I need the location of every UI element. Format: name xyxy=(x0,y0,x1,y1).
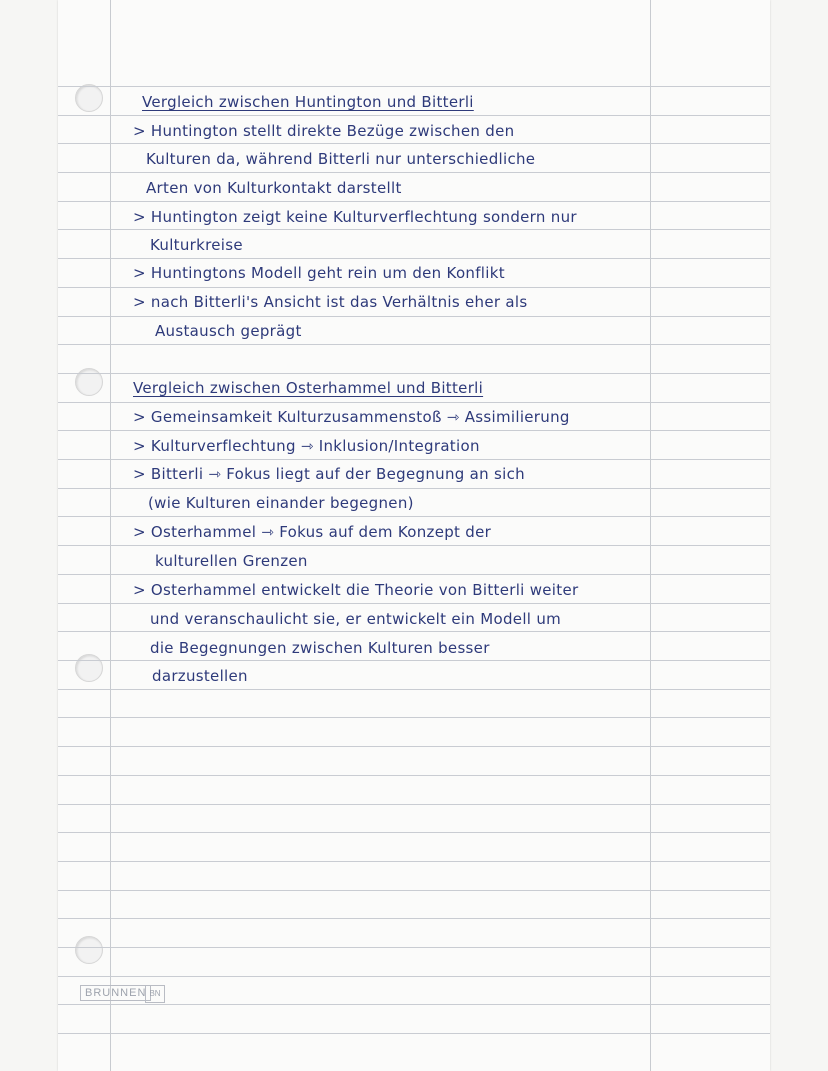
ruled-line xyxy=(58,832,770,833)
left-margin-line xyxy=(110,0,111,1071)
ruled-line xyxy=(58,976,770,977)
section2-line: > Osterhammel ⇾ Fokus auf dem Konzept der xyxy=(133,523,492,541)
ruled-line xyxy=(58,86,770,87)
right-margin-line xyxy=(650,0,651,1071)
brand-mark: BN xyxy=(145,985,165,1003)
brand-logo: BRUNNEN xyxy=(80,985,151,1001)
ruled-line xyxy=(58,1004,770,1005)
section2-line: > Bitterli ⇾ Fokus liegt auf der Begegnung an sich xyxy=(133,465,525,483)
ruled-line xyxy=(58,516,770,517)
section1-line: > Huntington stellt direkte Bezüge zwischen den xyxy=(133,122,515,140)
ruled-line xyxy=(58,947,770,948)
section1-line: Arten von Kulturkontakt darstellt xyxy=(146,179,402,197)
ruled-line xyxy=(58,717,770,718)
ruled-line xyxy=(58,861,770,862)
ruled-line xyxy=(58,574,770,575)
ruled-line xyxy=(58,115,770,116)
section1-line: > Huntington zeigt keine Kulturverflechtung sondern nur xyxy=(133,208,577,226)
ruled-line xyxy=(58,459,770,460)
section2-line: (wie Kulturen einander begegnen) xyxy=(148,494,414,512)
section2-title: Vergleich zwischen Osterhammel und Bitterli xyxy=(133,379,484,397)
section1-line: > Huntingtons Modell geht rein um den Konflikt xyxy=(133,264,505,282)
ruled-line xyxy=(58,258,770,259)
ruled-line xyxy=(58,746,770,747)
ruled-line xyxy=(58,172,770,173)
ruled-line xyxy=(58,660,770,661)
ruled-line xyxy=(58,603,770,604)
section1-title: Vergleich zwischen Huntington und Bitterli xyxy=(142,93,474,111)
punch-hole xyxy=(75,936,103,964)
section1-line: Kulturen da, während Bitterli nur unterschiedliche xyxy=(146,150,536,168)
ruled-line xyxy=(58,804,770,805)
section2-line: darzustellen xyxy=(152,667,248,685)
section2-line: die Begegnungen zwischen Kulturen besser xyxy=(150,639,490,657)
section1-line: Kulturkreise xyxy=(150,236,243,254)
ruled-line xyxy=(58,201,770,202)
ruled-line xyxy=(58,631,770,632)
section1-line: > nach Bitterli's Ansicht ist das Verhältnis eher als xyxy=(133,293,528,311)
section2-line: und veranschaulicht sie, er entwickelt ein Modell um xyxy=(150,610,562,628)
punch-hole xyxy=(75,654,103,682)
ruled-line xyxy=(58,689,770,690)
ruled-line xyxy=(58,344,770,345)
section2-line: kulturellen Grenzen xyxy=(155,552,308,570)
ruled-line xyxy=(58,143,770,144)
ruled-line xyxy=(58,229,770,230)
ruled-line xyxy=(58,287,770,288)
punch-hole xyxy=(75,84,103,112)
ruled-line xyxy=(58,488,770,489)
section2-line: > Gemeinsamkeit Kulturzusammenstoß ⇾ Assimilierung xyxy=(133,408,570,426)
section2-line: > Kulturverflechtung ⇾ Inklusion/Integration xyxy=(133,437,480,455)
ruled-line xyxy=(58,890,770,891)
ruled-line xyxy=(58,775,770,776)
section2-line: > Osterhammel entwickelt die Theorie von Bitterli weiter xyxy=(133,581,579,599)
ruled-line xyxy=(58,918,770,919)
ruled-line xyxy=(58,316,770,317)
ruled-line xyxy=(58,1033,770,1034)
ruled-line xyxy=(58,373,770,374)
section1-line: Austausch geprägt xyxy=(155,322,302,340)
ruled-line xyxy=(58,402,770,403)
ruled-line xyxy=(58,430,770,431)
ruled-line xyxy=(58,545,770,546)
